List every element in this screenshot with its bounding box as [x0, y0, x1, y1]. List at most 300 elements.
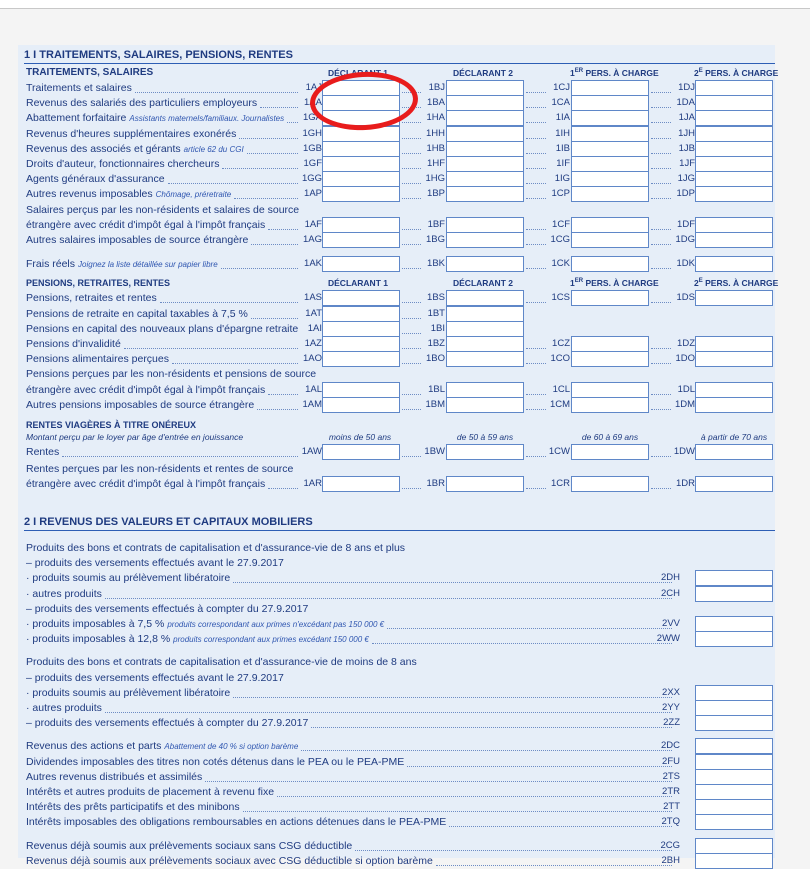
- field-code-1cj: 1CJ: [553, 82, 570, 93]
- field-code-2ts: 2TS: [662, 770, 680, 782]
- field-code-1aw: 1AW: [301, 446, 322, 457]
- field-code-1at: 1AT: [305, 307, 322, 319]
- field-code-2fu: 2FU: [662, 755, 680, 767]
- input-box-1cm[interactable]: [571, 397, 649, 413]
- field-code-1ib: 1IB: [555, 142, 570, 154]
- field-code-1bz: 1BZ: [427, 338, 445, 349]
- field-code-1cz: 1CZ: [552, 338, 570, 349]
- input-box-1co[interactable]: [571, 351, 649, 367]
- row-label: [26, 323, 298, 336]
- input-box-1ca[interactable]: [571, 95, 649, 111]
- salaires-header: TRAITEMENTS, SALAIRES: [26, 67, 154, 78]
- column-header: DÉCLARANT 1: [328, 278, 388, 289]
- field-code-2tr: 2TR: [662, 786, 680, 797]
- input-box-1bt[interactable]: [446, 306, 524, 322]
- field-code-1bo: 1BO: [425, 353, 445, 365]
- leader-dots: [449, 826, 672, 827]
- input-box-1ds[interactable]: [695, 290, 773, 306]
- row-label-text: Agents généraux d'assurance: [26, 173, 165, 186]
- input-box-1at[interactable]: [322, 306, 400, 322]
- field-code-1da: 1DA: [676, 97, 695, 109]
- field-code-1ba: 1BA: [427, 97, 445, 109]
- input-box-2dh[interactable]: [695, 570, 773, 586]
- input-box-1as[interactable]: [322, 290, 400, 306]
- input-box-1cw[interactable]: [571, 444, 649, 460]
- field-code-1ar: 1AR: [303, 478, 322, 490]
- row-label-note: article 62 du CGI: [183, 144, 244, 154]
- leader-dots: [311, 727, 672, 728]
- row-label: [26, 173, 165, 186]
- row-label-text: Revenus des actions et parts: [26, 740, 162, 753]
- row-label-text: Autres revenus imposables: [26, 188, 153, 201]
- input-box-1ba[interactable]: [446, 95, 524, 111]
- page-top-margin: [18, 30, 775, 45]
- field-code-1dl: 1DL: [677, 383, 695, 395]
- row-label-text: Pensions de retraite en capital taxables à 7,5 %: [26, 307, 248, 320]
- field-code-1jh: 1JH: [678, 127, 695, 139]
- row-label-text: Traitements et salaires: [26, 82, 132, 94]
- leader-dots: [233, 582, 672, 583]
- leader-dots: [205, 781, 672, 782]
- input-box-1ao[interactable]: [322, 351, 400, 367]
- rentes-age-header: de 50 à 59 ans: [456, 432, 514, 442]
- row-label: [26, 588, 102, 601]
- row-label-text: Revenus des salariés des particuliers employeurs: [26, 97, 258, 110]
- viewer-top-bar: [0, 0, 810, 9]
- field-code-1bk: 1BK: [427, 258, 445, 270]
- input-box-1jf[interactable]: [695, 156, 773, 172]
- row-label: [26, 633, 369, 646]
- row-label: [26, 204, 299, 217]
- input-box-1ck[interactable]: [571, 256, 649, 272]
- row-label: [26, 656, 417, 669]
- input-box-1dp[interactable]: [695, 186, 773, 202]
- field-code-1al: 1AL: [305, 383, 322, 395]
- field-code-1hb: 1HB: [426, 142, 445, 154]
- field-code-1ap: 1AP: [304, 188, 322, 200]
- field-code-1bg: 1BG: [425, 234, 445, 245]
- input-box-1bs[interactable]: [446, 290, 524, 306]
- row-label: [26, 384, 265, 397]
- input-box-1hh[interactable]: [446, 126, 524, 142]
- leader-dots: [372, 643, 672, 644]
- field-code-1ig: 1IG: [554, 173, 570, 185]
- input-box-1jg[interactable]: [695, 171, 773, 187]
- field-code-2xx: 2XX: [662, 686, 680, 698]
- row-label: [26, 97, 257, 110]
- row-label: [26, 158, 219, 171]
- field-code-2zz: 2ZZ: [663, 717, 680, 729]
- input-box-1bj[interactable]: [446, 80, 524, 96]
- row-label-text: Autres revenus distribués et assimilés: [26, 770, 203, 783]
- input-box-1ai[interactable]: [322, 321, 400, 337]
- row-label: [26, 618, 384, 631]
- field-code-1jb: 1JB: [678, 142, 695, 154]
- row-label-text: Autres pensions imposables de source étrangère: [26, 398, 255, 411]
- input-box-1bg[interactable]: [446, 232, 524, 248]
- input-box-1cz[interactable]: [571, 336, 649, 352]
- input-box-1bw[interactable]: [446, 444, 524, 460]
- field-code-1cw: 1CW: [548, 446, 570, 457]
- field-code-1df: 1DF: [677, 218, 695, 230]
- input-box-1hb[interactable]: [446, 141, 524, 157]
- field-code-1jg: 1JG: [677, 173, 695, 185]
- row-label-text: · produits imposables à 12,8 %: [26, 633, 171, 646]
- input-box-1ha[interactable]: [446, 110, 524, 126]
- field-code-1dk: 1DK: [676, 258, 695, 270]
- field-code-1bi: 1BI: [430, 322, 445, 334]
- field-code-1bp: 1BP: [427, 188, 445, 200]
- column-header: DÉCLARANT 1: [328, 68, 388, 78]
- field-code-2ww: 2WW: [656, 633, 680, 645]
- field-code-1jf: 1JF: [679, 158, 695, 169]
- row-label-text: · produits soumis au prélèvement libératoire: [26, 572, 231, 585]
- input-box-2cg[interactable]: [695, 838, 773, 854]
- section2-rule: [24, 530, 775, 531]
- field-code-1dj: 1DJ: [678, 82, 695, 93]
- input-box-1bi[interactable]: [446, 321, 524, 337]
- field-code-1hh: 1HH: [425, 127, 445, 139]
- input-box-2zz[interactable]: [695, 715, 773, 731]
- row-label: [26, 338, 121, 351]
- row-label-text: Revenus déjà soumis aux prélèvements sociaux avec CSG déductible si option barème: [26, 854, 433, 867]
- input-box-1az[interactable]: [322, 336, 400, 352]
- input-box-1bm[interactable]: [446, 397, 524, 413]
- field-code-1dg: 1DG: [675, 234, 695, 245]
- row-label-note: Chômage, préretraite: [155, 190, 232, 200]
- row-label: [26, 219, 265, 232]
- row-label-text: Revenus des associés et gérants: [26, 142, 181, 155]
- field-code-1az: 1AZ: [304, 338, 322, 349]
- input-box-1bz[interactable]: [446, 336, 524, 352]
- input-box-1dr[interactable]: [695, 476, 773, 492]
- row-label: [26, 740, 298, 753]
- row-label: [26, 603, 308, 616]
- row-label-text: · produits soumis au prélèvement libératoire: [26, 686, 231, 699]
- field-code-2dc: 2DC: [660, 740, 680, 752]
- field-code-1gf: 1GF: [303, 158, 322, 169]
- row-label-text: étrangère avec crédit d'impôt égal à l'impôt français: [26, 218, 266, 231]
- field-code-1ai: 1AI: [307, 322, 322, 334]
- input-box-2bh[interactable]: [695, 853, 773, 869]
- input-box-1bo[interactable]: [446, 351, 524, 367]
- row-label: [26, 840, 352, 853]
- input-box-1al[interactable]: [322, 382, 400, 398]
- row-label-note: Assistants maternels/familiaux. Journalistes: [129, 114, 285, 124]
- input-box-2fu[interactable]: [695, 754, 773, 770]
- field-code-1cl: 1CL: [552, 383, 570, 395]
- field-code-1cp: 1CP: [551, 188, 570, 200]
- row-label-text: Produits des bons et contrats de capitalisation et d'assurance-vie de 8 ans et plus: [26, 542, 406, 554]
- field-code-1ga: 1GA: [302, 112, 322, 124]
- field-code-1ck: 1CK: [551, 258, 570, 270]
- row-label: [26, 572, 230, 585]
- row-label-text: Pensions alimentaires perçues: [26, 353, 169, 366]
- field-code-1ja: 1JA: [678, 112, 695, 124]
- input-box-1ar[interactable]: [322, 476, 400, 492]
- row-label: [26, 112, 284, 125]
- input-box-1gb[interactable]: [322, 141, 400, 157]
- field-code-1aj: 1AJ: [305, 82, 322, 93]
- rentes-age-header: à partir de 70 ans: [700, 432, 768, 442]
- row-label-text: Pensions en capital des nouveaux plans d'épargne retraite: [26, 322, 299, 335]
- input-box-2tt[interactable]: [695, 799, 773, 815]
- input-box-1gg[interactable]: [322, 171, 400, 187]
- leader-dots: [172, 363, 298, 364]
- column-header: 1ER PERS. À CHARGE: [570, 278, 659, 289]
- row-label: [26, 801, 240, 814]
- leader-dots: [233, 697, 672, 698]
- field-code-1br: 1BR: [426, 478, 445, 490]
- input-box-1ja[interactable]: [695, 110, 773, 126]
- row-label-note: Joignez la liste détaillée sur papier libre: [78, 260, 218, 270]
- row-label-text: Pensions perçues par les non-résidents et pensions de source: [26, 368, 317, 381]
- field-code-1cs: 1CS: [551, 292, 570, 304]
- section1-title: 1 I TRAITEMENTS, SALAIRES, PENSIONS, RENTES: [24, 49, 293, 61]
- field-code-1bw: 1BW: [424, 446, 445, 457]
- input-box-1dw[interactable]: [695, 444, 773, 460]
- field-code-1hf: 1HF: [427, 158, 445, 169]
- row-label: [26, 368, 316, 381]
- field-code-1dz: 1DZ: [677, 338, 695, 349]
- rentes-age-header: de 60 à 69 ans: [581, 432, 639, 442]
- row-label-note: produits correspondant aux primes excédant 150 000 €: [173, 635, 369, 645]
- field-code-2tq: 2TQ: [661, 816, 680, 828]
- field-code-1bs: 1BS: [427, 292, 445, 304]
- row-label: [26, 143, 244, 156]
- input-box-1hg[interactable]: [446, 171, 524, 187]
- input-box-2tq[interactable]: [695, 814, 773, 830]
- rentes-age-header: moins de 50 ans: [328, 432, 392, 442]
- input-box-1ap[interactable]: [322, 186, 400, 202]
- input-box-1dz[interactable]: [695, 336, 773, 352]
- input-box-2ww[interactable]: [695, 631, 773, 647]
- row-label: [26, 399, 254, 412]
- leader-dots: [124, 348, 298, 349]
- leader-dots: [105, 712, 672, 713]
- field-code-1do: 1DO: [675, 353, 695, 365]
- input-box-2dc[interactable]: [695, 738, 773, 754]
- row-label-text: – produits des versements effectués avant le 27.9.2017: [26, 557, 284, 570]
- input-box-2ch[interactable]: [695, 586, 773, 602]
- field-code-1ag: 1AG: [302, 234, 322, 245]
- input-box-1da[interactable]: [695, 95, 773, 111]
- row-label: [26, 542, 405, 555]
- row-label: [26, 128, 236, 141]
- leader-dots: [135, 92, 298, 93]
- rentes-subnote: Montant perçu par le loyer par âge d'entrée en jouissance: [26, 432, 244, 442]
- row-label: [26, 308, 248, 321]
- row-label: [26, 353, 169, 366]
- input-box-1ak[interactable]: [322, 256, 400, 272]
- input-box-1jh[interactable]: [695, 126, 773, 142]
- row-label-text: – produits des versements effectués à compter du 27.9.2017: [26, 602, 309, 615]
- leader-dots: [436, 865, 672, 866]
- input-box-1br[interactable]: [446, 476, 524, 492]
- leader-dots: [301, 750, 672, 751]
- field-code-1dm: 1DM: [674, 398, 695, 410]
- input-box-1cs[interactable]: [571, 290, 649, 306]
- input-box-1dl[interactable]: [695, 382, 773, 398]
- row-label: [26, 702, 102, 715]
- field-code-1ak: 1AK: [304, 258, 322, 270]
- row-label-text: Intérêts des prêts participatifs et des minibons: [26, 801, 240, 814]
- input-box-1jb[interactable]: [695, 141, 773, 157]
- row-label: [26, 771, 202, 784]
- field-code-1ca: 1CA: [551, 97, 570, 109]
- leader-dots: [62, 456, 298, 457]
- input-box-2yy[interactable]: [695, 700, 773, 716]
- row-label-text: Dividendes imposables des titres non cotés détenus dans le PEA ou le PEA-PME: [26, 755, 405, 768]
- field-code-1dr: 1DR: [675, 478, 695, 490]
- input-box-2xx[interactable]: [695, 685, 773, 701]
- input-box-1ih[interactable]: [571, 126, 649, 142]
- leader-dots: [355, 850, 672, 851]
- row-label-text: Salaires perçus par les non-résidents et salaires de source: [26, 203, 300, 216]
- input-box-1cl[interactable]: [571, 382, 649, 398]
- row-label-text: Abattement forfaitaire: [26, 112, 127, 125]
- row-label-text: Rentes perçues par les non-résidents et rentes de source: [26, 463, 294, 476]
- field-code-1cg: 1CG: [550, 234, 570, 245]
- field-code-1bt: 1BT: [427, 307, 445, 319]
- row-label-text: – produits des versements effectués avant le 27.9.2017: [26, 671, 284, 684]
- field-code-1ih: 1IH: [555, 127, 570, 139]
- input-box-1cr[interactable]: [571, 476, 649, 492]
- field-code-1bj: 1BJ: [428, 82, 445, 93]
- section2-title: 2 I REVENUS DES VALEURS ET CAPITAUX MOBILIERS: [24, 516, 313, 528]
- field-code-1gh: 1GH: [302, 127, 322, 139]
- field-code-1ao: 1AO: [302, 353, 322, 365]
- field-code-1ia: 1IA: [555, 112, 570, 124]
- leader-dots: [277, 796, 672, 797]
- field-code-2ch: 2CH: [660, 587, 680, 599]
- leader-dots: [168, 183, 298, 184]
- field-code-1af: 1AF: [304, 218, 322, 230]
- leader-dots: [243, 811, 672, 812]
- row-label-text: Autres salaires imposables de source étrangère: [26, 234, 249, 246]
- input-box-1hf[interactable]: [446, 156, 524, 172]
- input-box-1ig[interactable]: [571, 171, 649, 187]
- input-box-1ib[interactable]: [571, 141, 649, 157]
- field-code-2bh: 2BH: [661, 854, 680, 866]
- row-label: [26, 292, 157, 305]
- row-label: [26, 234, 248, 247]
- input-box-1gf[interactable]: [322, 156, 400, 172]
- pensions-header: PENSIONS, RETRAITES, RENTES: [26, 278, 171, 289]
- row-label: [26, 687, 230, 700]
- row-label-text: Frais réels: [26, 258, 76, 271]
- input-box-2tr[interactable]: [695, 784, 773, 800]
- row-label: [26, 478, 265, 491]
- row-label-note: Abattement de 40 % si option barème: [164, 742, 299, 752]
- row-label: [26, 717, 308, 730]
- input-box-1cg[interactable]: [571, 232, 649, 248]
- input-box-1dk[interactable]: [695, 256, 773, 272]
- field-code-1hg: 1HG: [425, 173, 445, 185]
- row-label-text: Intérêts et autres produits de placement à revenu fixe: [26, 786, 275, 798]
- input-box-1do[interactable]: [695, 351, 773, 367]
- column-header: $2^E$ PERS. À CHARGE: [694, 68, 779, 78]
- leader-dots: [160, 302, 298, 303]
- input-box-2vv[interactable]: [695, 616, 773, 632]
- row-label-text: Revenus d'heures supplémentaires exonérés: [26, 127, 237, 140]
- input-box-1bf[interactable]: [446, 217, 524, 233]
- input-box-1dm[interactable]: [695, 397, 773, 413]
- input-box-1dg[interactable]: [695, 232, 773, 248]
- row-label-text: Rentes: [26, 446, 60, 458]
- row-label-text: Produits des bons et contrats de capitalisation et d'assurance-vie de moins de 8 ans: [26, 656, 417, 669]
- field-code-2vv: 2VV: [662, 618, 680, 629]
- column-header: 1ER PERS. À CHARGE: [570, 68, 659, 78]
- field-code-1dw: 1DW: [673, 446, 695, 457]
- field-code-1gb: 1GB: [302, 142, 322, 154]
- rentes-header: RENTES VIAGÈRES À TITRE ONÉREUX: [26, 420, 197, 430]
- row-label: [26, 756, 404, 769]
- input-box-1bl[interactable]: [446, 382, 524, 398]
- field-code-1ds: 1DS: [676, 292, 695, 304]
- input-box-1am[interactable]: [322, 397, 400, 413]
- input-box-1dj[interactable]: [695, 80, 773, 96]
- row-label-text: · produits imposables à 7,5 %: [26, 618, 165, 630]
- row-label: [26, 82, 132, 95]
- field-code-1cf: 1CF: [552, 218, 570, 230]
- field-code-1bl: 1BL: [428, 383, 445, 395]
- row-label-note: produits correspondant aux primes n'excédant pas 150 000 €: [167, 620, 385, 629]
- field-code-2tt: 2TT: [663, 801, 680, 813]
- input-box-1cj[interactable]: [571, 80, 649, 96]
- field-code-1bm: 1BM: [425, 398, 445, 410]
- row-label-text: – produits des versements effectués à compter du 27.9.2017: [26, 717, 309, 730]
- input-box-1ia[interactable]: [571, 110, 649, 126]
- row-label-text: étrangère avec crédit d'impôt égal à l'impôt français: [26, 478, 266, 491]
- row-label: [26, 557, 284, 570]
- input-box-1cp[interactable]: [571, 186, 649, 202]
- row-label: [26, 855, 433, 868]
- field-code-1cr: 1CR: [550, 478, 570, 490]
- row-label: [26, 188, 231, 201]
- field-code-1ha: 1HA: [426, 112, 445, 124]
- input-box-1aw[interactable]: [322, 444, 400, 460]
- field-code-1bf: 1BF: [427, 218, 445, 230]
- leader-dots: [387, 628, 672, 629]
- row-label: [26, 816, 446, 829]
- row-label: [26, 446, 59, 459]
- row-label-text: Pensions d'invalidité: [26, 338, 121, 350]
- input-box-1bk[interactable]: [446, 256, 524, 272]
- input-box-1ag[interactable]: [322, 232, 400, 248]
- field-code-1co: 1CO: [550, 353, 570, 365]
- input-box-1bp[interactable]: [446, 186, 524, 202]
- input-box-1af[interactable]: [322, 217, 400, 233]
- row-label-text: étrangère avec crédit d'impôt égal à l'impôt français: [26, 383, 266, 396]
- row-label-text: · autres produits: [26, 702, 102, 714]
- row-label-text: Droits d'auteur, fonctionnaires chercheurs: [26, 158, 220, 170]
- row-label: [26, 258, 218, 271]
- column-header: $2^E$ PERS. À CHARGE: [694, 278, 779, 289]
- column-header: DÉCLARANT 2: [453, 278, 513, 289]
- row-label-text: Pensions, retraites et rentes: [26, 292, 157, 305]
- field-code-2dh: 2DH: [660, 572, 680, 584]
- field-code-1cm: 1CM: [549, 398, 570, 410]
- row-label: [26, 672, 284, 685]
- input-box-1if[interactable]: [571, 156, 649, 172]
- input-box-2ts[interactable]: [695, 769, 773, 785]
- input-box-1cf[interactable]: [571, 217, 649, 233]
- row-label: [26, 463, 293, 476]
- field-code-1gg: 1GG: [301, 173, 322, 185]
- input-box-1df[interactable]: [695, 217, 773, 233]
- field-code-1as: 1AS: [304, 292, 322, 304]
